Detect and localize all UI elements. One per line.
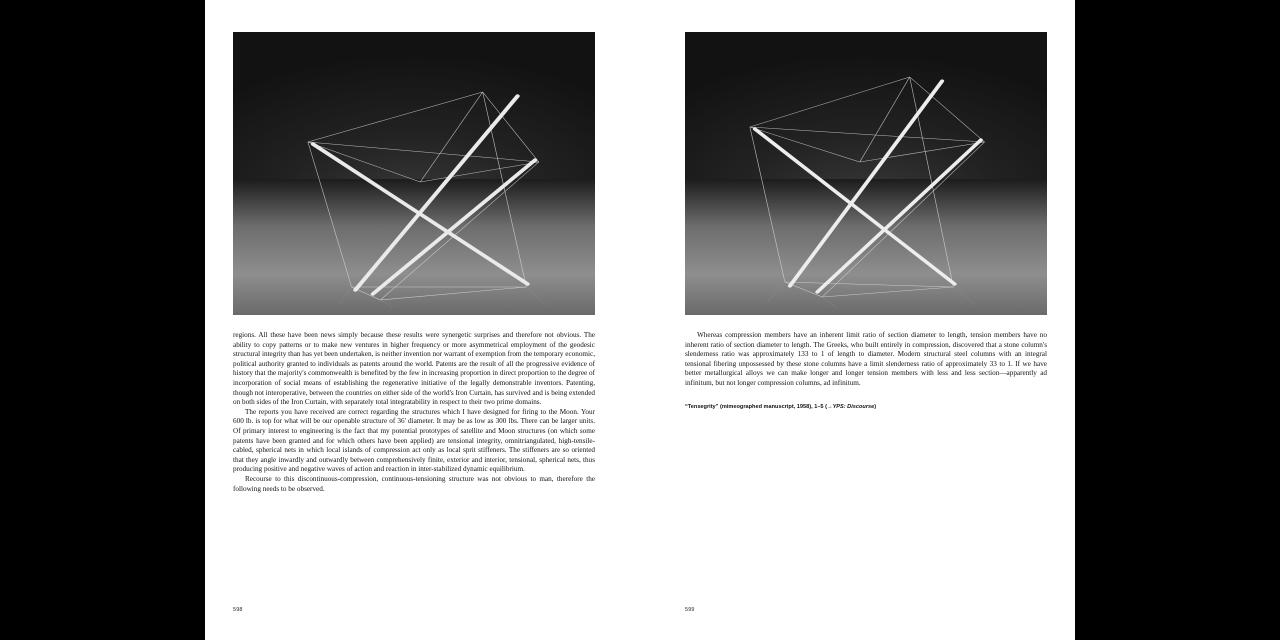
source-note-title: “Tensegrity” <box>685 403 719 410</box>
book-spread <box>205 0 1075 640</box>
paragraph: The reports you have received are correct regarding the structures which I have designed for firing to the Moon. Your 600 lb. is top for what will be our openable structure of 36' diameter. It may be as low as 300 lbs. There can be larger units. Of primary interest to engineering is the fact that my potential prototypes of satellite and Moon structures (on which some patents have been granted and for which others have been applied) are tensional integrity, omnitriangulated, high-tensile-cabled, spherical nets in which local islands of compression act only as local sprit stiffeners. The stiffeners are so oriented that they angle inwardly and outwardly between comprehensively finite, exterior and interior, tensional, spherical nets, thus producing positive and negative waves of action and reaction in inter-stabilized dynamic equilibrium. <box>233 407 595 474</box>
paragraph: regions. All these have been news simply because these results were synergetic surprises and therefore not obvious. The ability to copy patterns or to make new ventures in higher frequency or more asymmetrical employment of the geodesic structural integrity than has yet been undertaken, is neither invention nor warrant of exemption from the temporary economic, political authority granted to individuals as patents around the world. Patents are the result of all the progressive evidence of history that the majority's commonwealth is benefited by the few in increasing proportion in direct proportion to the degree of incorporation of social means of establishing the regenerative initiative of the legally demonstrable inventors. Patenting, though not interoperative, between the countries on either side of the world's Iron Curtain, has survived and is being extended on both sides of the Iron Curtain, with separately total integratability in respect to their two prime domains. <box>233 331 595 407</box>
right-page-figure <box>685 32 1047 315</box>
source-note-italic-source: YPS: Discourse <box>832 403 875 410</box>
source-note-detail: (mimeographed manuscript, 1958), 1–5 (→ <box>718 403 833 410</box>
source-note <box>685 403 1047 411</box>
source-note-detail-end: ) <box>874 403 877 410</box>
left-page-figure <box>233 32 595 315</box>
tensegrity-structure-drawing <box>233 32 595 315</box>
left-page-body <box>233 331 595 494</box>
right-page-body <box>685 331 1047 389</box>
tensegrity-structure-drawing-alt <box>685 32 1047 315</box>
paragraph: Recourse to this discontinuous-compression, continuous-tensioning structure was not obvious to man, therefore the following needs to be observed. <box>233 474 595 493</box>
right-page <box>640 0 1075 640</box>
folio-left: 598 <box>233 607 243 613</box>
left-page <box>205 0 640 640</box>
paragraph: Whereas compression members have an inherent limit ratio of section diameter to length, tension members have no inherent ratio of section diameter to length. The Greeks, who built entirely in compression, discovered that a stone column's slenderness ratio was approximately 133 to 1 of length to diameter. Modern structural steel columns with an integral tensional fibering unpossessed by these stone columns have a limit slenderness ratio of approximately 33 to 1. If we have better metallurgical alloys we can make longer and longer tension members with less and less section—apparently ad infinitum, but not longer compression columns, ad infinitum. <box>685 331 1047 387</box>
folio-right: 599 <box>685 607 695 613</box>
